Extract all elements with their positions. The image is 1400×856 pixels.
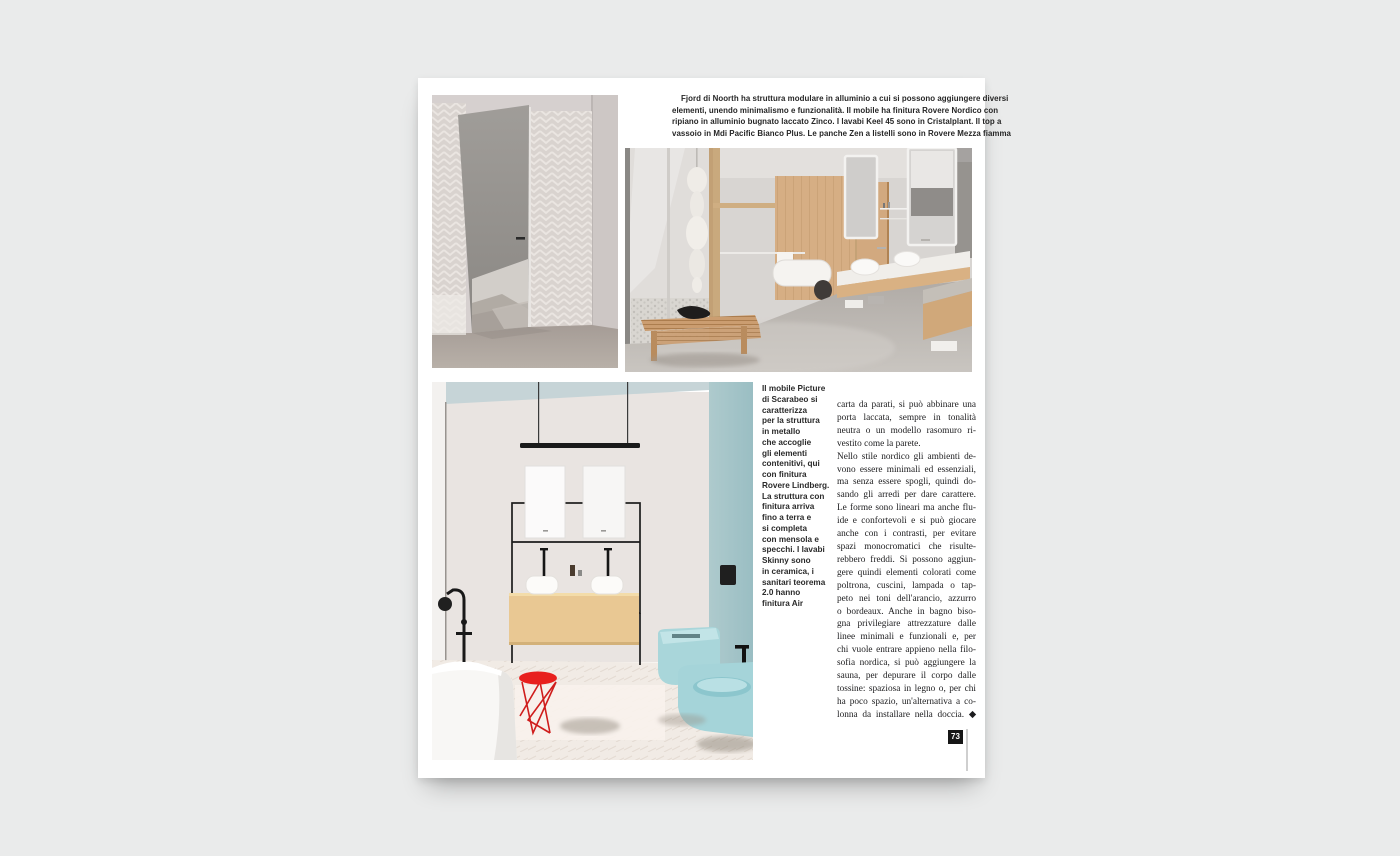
page-number-badge: 73 xyxy=(948,730,963,744)
text-line: gna privilegiare attrezzature dalle xyxy=(837,619,976,630)
text-line: poltrona, cuscini, lampada o tap- xyxy=(837,580,976,591)
text-line: ripiano in alluminio bugnato laccato Zinco. I lavabi Keel 45 sono in Cristalplant. Il top a xyxy=(672,117,1002,127)
text-line: ide e confortevoli e si può giocare xyxy=(837,516,976,527)
text-line: finitura arriva xyxy=(762,502,815,512)
vessel-basin xyxy=(851,259,879,275)
text-line: gli elementi xyxy=(762,448,808,458)
vessel-basin xyxy=(894,252,920,267)
text-line: Rovere Lindberg. xyxy=(762,480,830,490)
text-line: elementi, unendo minimalismo e funzionalità. Il mobile ha finitura Rovere Nordico con xyxy=(672,105,999,115)
article-body-column xyxy=(837,399,976,722)
photo-nordic-bathroom xyxy=(432,382,753,760)
nordic-bathroom-illustration xyxy=(432,382,753,760)
text-line: vestito come la parete. xyxy=(837,438,921,449)
text-line: gere quindi elementi colorati come xyxy=(837,567,976,578)
text-line: vono essere minimali ed essenziali, xyxy=(837,464,976,475)
text-line: 2.0 hanno xyxy=(762,588,801,598)
text-line: si completa xyxy=(762,523,808,533)
freestanding-bathtub xyxy=(432,661,517,760)
text-line: peto nei toni dell'arancio, azzurro xyxy=(837,593,976,604)
text-line: tossine: spaziosa in legno o, per chi xyxy=(837,683,976,694)
text-line: di Scarabeo si xyxy=(762,394,818,404)
text-line: rebbero freddi. Si possono aggiun- xyxy=(837,554,976,565)
text-line: con mensola e xyxy=(762,534,819,544)
text-line: che accoglie xyxy=(762,437,812,447)
text-line: in metallo xyxy=(762,427,801,436)
text-line: chi vuole entrare appieno nella filo- xyxy=(837,645,976,656)
round-basin xyxy=(591,576,623,594)
shadow xyxy=(560,718,620,734)
text-line: finitura Air xyxy=(762,599,804,608)
text-line: fino a terra e xyxy=(762,513,812,522)
magazine-page xyxy=(418,78,1011,778)
text-line: La struttura con xyxy=(762,491,825,501)
round-basin xyxy=(526,576,558,594)
text-line: Il mobile Picture xyxy=(762,384,826,393)
text-line: carta da parati, si può abbinare una xyxy=(837,400,976,410)
text-line: sofia nordica, si può aggiungere la xyxy=(837,658,976,669)
text-line: Le forme sono lineari ma anche flu- xyxy=(837,503,976,514)
flush-plate xyxy=(720,565,736,585)
text-line: caratterizza xyxy=(762,405,808,415)
text-line: Fjord di Noorth ha struttura modulare in alluminio a cui si possono aggiungere diversi xyxy=(681,94,1009,103)
photo-spa-bathroom xyxy=(625,148,972,372)
text-line: sauna, per depurare il corpo dalle xyxy=(837,671,976,682)
caption-scarabeo-picture xyxy=(762,384,838,610)
text-line: contenitivi, qui xyxy=(762,459,820,469)
handshower-head xyxy=(438,597,452,611)
text-line: con finitura xyxy=(762,470,807,479)
text-line: anche con i contrasti, per evitare xyxy=(837,529,976,540)
mirror-cabinet xyxy=(525,466,565,538)
text-line: neutra o un modello rasomuro ri- xyxy=(837,425,976,436)
door-illustration xyxy=(432,95,618,368)
text-line: ha poco spazio, un'alternativa a co- xyxy=(837,696,976,707)
text-line: Skinny sono xyxy=(762,556,811,565)
text-line: per la struttura xyxy=(762,416,820,426)
shadow xyxy=(658,714,706,726)
text-line: o bordeaux. Anche in bagno biso- xyxy=(837,606,976,617)
folio-rule xyxy=(966,729,968,771)
text-line: sanitari teorema xyxy=(762,577,826,587)
text-line: spazi monocromatici che risulte- xyxy=(837,541,976,552)
mirror-cabinet xyxy=(583,466,625,538)
text-line: Nello stile nordico gli ambienti de- xyxy=(837,451,976,462)
text-line: vassoio in Mdi Pacific Bianco Plus. Le panche Zen a listelli sono in Rovere Mezza fiamma xyxy=(672,128,1011,138)
text-line: sando gli arredi per dare carattere. xyxy=(837,490,976,501)
text-line: porta laccata, sempre in tonalità xyxy=(837,412,976,423)
photo-door xyxy=(432,95,618,368)
text-line: ma senza essere spogli, quindi do- xyxy=(837,477,976,488)
text-line: in ceramica, i xyxy=(762,566,814,576)
text-line: specchi. I lavabi xyxy=(762,545,825,555)
door-handle xyxy=(516,237,525,240)
mirror-left xyxy=(845,156,877,238)
spa-bathroom-illustration xyxy=(625,148,972,372)
chevron-wall-right xyxy=(530,111,592,327)
text-line: lonna da installare nella doccia. ◆ xyxy=(837,709,976,720)
caption-fjord-noorth xyxy=(672,93,1011,139)
text-line: linee minimali e funzionali e, per xyxy=(837,632,976,643)
